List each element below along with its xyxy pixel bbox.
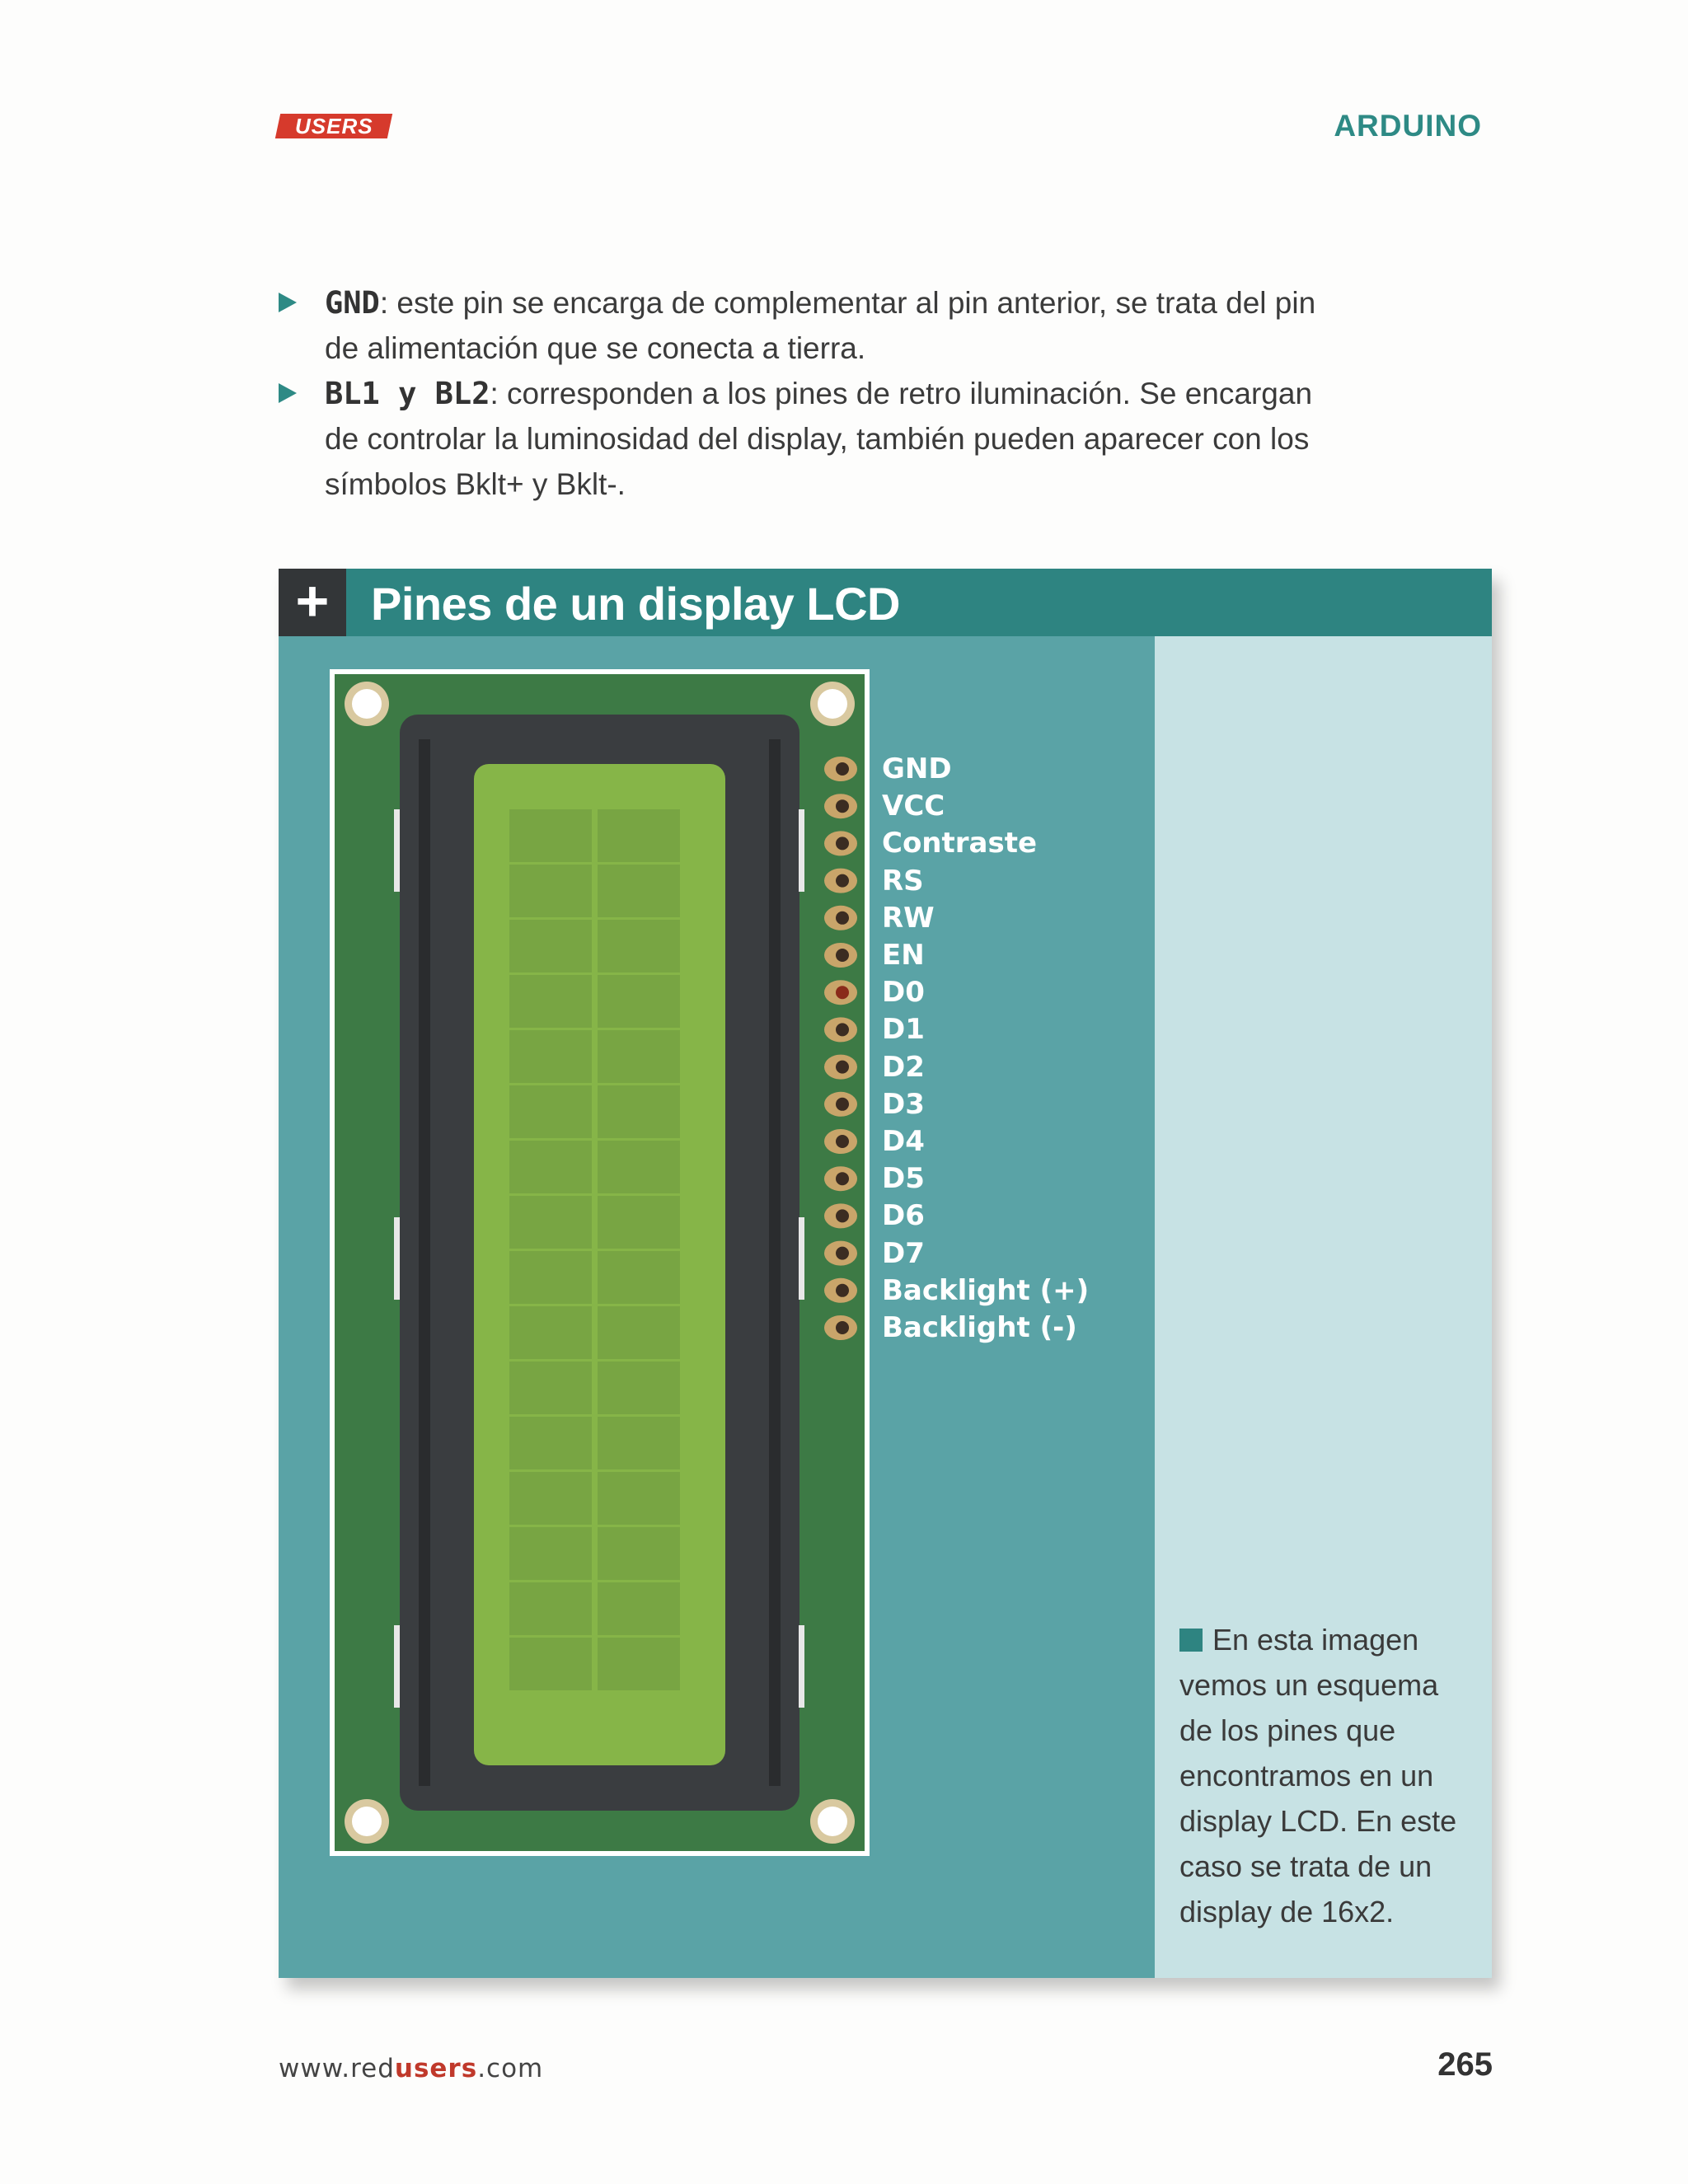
mounting-hole — [818, 689, 847, 719]
bullet-line: BL1 y BL2: corresponden a los pines de retro iluminación. Se encargan — [325, 376, 1313, 411]
mounting-hole — [352, 689, 382, 719]
pin-label: Backlight (+) — [882, 1273, 1090, 1307]
pin-label: D0 — [882, 976, 925, 1010]
pin-label: EN — [882, 939, 925, 972]
bezel-tab — [394, 1217, 400, 1300]
lcd-character-cell — [509, 975, 592, 1028]
lcd-character-cell — [509, 1141, 592, 1193]
bullet-line: de alimentación que se conecta a tierra. — [325, 331, 866, 365]
bezel-groove — [769, 739, 781, 1786]
page-number: 265 — [1437, 2046, 1493, 2083]
mounting-hole — [352, 1807, 382, 1836]
box-header — [279, 569, 1492, 636]
pin-label: D4 — [882, 1125, 925, 1158]
lcd-character-cell — [598, 1306, 680, 1359]
lcd-character-cell — [598, 1361, 680, 1414]
lcd-character-cell — [598, 920, 680, 972]
lcd-character-cell — [598, 1030, 680, 1083]
pin-hole — [836, 1247, 849, 1260]
lcd-character-cell — [509, 1417, 592, 1469]
bezel-tab — [394, 809, 400, 892]
bullet-term: BL1 y BL2 — [325, 376, 490, 411]
triangle-bullet-icon — [279, 383, 297, 403]
lcd-character-cell — [598, 1085, 680, 1138]
pin-hole — [836, 1172, 849, 1185]
pin-label: GND — [882, 752, 952, 785]
lcd-character-cell — [598, 1527, 680, 1580]
lcd-character-cell — [598, 1196, 680, 1249]
footer-url: www.redusers.com — [279, 2054, 544, 2083]
lcd-character-cell — [509, 1527, 592, 1580]
pin-hole — [836, 1284, 849, 1297]
lcd-character-cell — [509, 1472, 592, 1525]
caption — [1179, 1617, 1460, 1934]
pin-hole — [836, 762, 849, 776]
pin-hole — [836, 1135, 849, 1148]
pin-hole — [836, 799, 849, 813]
pin-label: D7 — [882, 1236, 925, 1270]
pin-label: RW — [882, 901, 935, 935]
bezel-tab — [394, 1625, 400, 1708]
lcd-character-cell — [509, 1085, 592, 1138]
box-title: Pines de un display LCD — [371, 578, 900, 630]
users-logo — [275, 114, 392, 138]
lcd-character-cell — [509, 1638, 592, 1690]
pin-hole — [836, 837, 849, 850]
lcd-character-cell — [509, 1196, 592, 1249]
bezel-tab — [799, 1625, 804, 1708]
triangle-bullet-icon — [279, 293, 297, 312]
lcd-character-cell — [598, 809, 680, 862]
lcd-character-cell — [598, 865, 680, 917]
pin-hole — [836, 986, 849, 999]
bezel-groove — [419, 739, 430, 1786]
bullet-line: GND: este pin se encarga de complementar al pin anterior, se trata del pin — [325, 285, 1316, 321]
box-side-panel — [1155, 636, 1492, 1978]
plus-icon: + — [279, 569, 346, 636]
lcd-character-cell — [509, 865, 592, 917]
pin-label: D1 — [882, 1013, 925, 1047]
lcd-character-cell — [509, 809, 592, 862]
lcd-character-cell — [509, 1251, 592, 1304]
pin-label: VCC — [882, 790, 945, 823]
lcd-character-cell — [509, 920, 592, 972]
square-bullet-icon — [1179, 1629, 1203, 1652]
lcd-character-cell — [509, 1030, 592, 1083]
pin-label: Backlight (-) — [882, 1311, 1077, 1344]
lcd-character-cell — [598, 1638, 680, 1690]
bezel-tab — [799, 809, 804, 892]
lcd-character-cell — [598, 1251, 680, 1304]
bullet-term: GND — [325, 285, 380, 321]
pin-hole — [836, 1321, 849, 1334]
bullet-line: símbolos Bklt+ y Bklt-. — [325, 467, 626, 501]
pin-label: D5 — [882, 1162, 925, 1196]
pin-hole — [836, 1209, 849, 1222]
lcd-character-cell — [509, 1361, 592, 1414]
section-title: ARDUINO — [1334, 109, 1482, 143]
lcd-character-cell — [509, 1582, 592, 1635]
pin-label: D3 — [882, 1087, 925, 1121]
pin-hole — [836, 874, 849, 888]
lcd-character-cell — [598, 975, 680, 1028]
pin-label: D2 — [882, 1050, 925, 1084]
lcd-character-cell — [598, 1417, 680, 1469]
pin-hole — [836, 1023, 849, 1036]
pin-hole — [836, 949, 849, 962]
mounting-hole — [818, 1807, 847, 1836]
pin-hole — [836, 912, 849, 925]
lcd-character-cell — [598, 1582, 680, 1635]
lcd-character-cell — [598, 1472, 680, 1525]
pin-label: RS — [882, 864, 924, 898]
lcd-character-cell — [598, 1141, 680, 1193]
lcd-character-cell — [509, 1306, 592, 1359]
pin-hole — [836, 1061, 849, 1074]
caption-text: En esta imagen vemos un esquema de los pines que encontramos en un display LCD. En este caso se trata de un display de 16x2. — [1179, 1623, 1457, 1929]
bullet-line: de controlar la luminosidad del display, también pueden aparecer con los — [325, 422, 1310, 456]
lcd-diagram — [330, 669, 956, 1864]
logo-text: USERS — [294, 114, 373, 138]
pin-hole — [836, 1098, 849, 1111]
bezel-tab — [799, 1217, 804, 1300]
pin-label: Contraste — [882, 827, 1038, 860]
pin-label: D6 — [882, 1199, 925, 1233]
